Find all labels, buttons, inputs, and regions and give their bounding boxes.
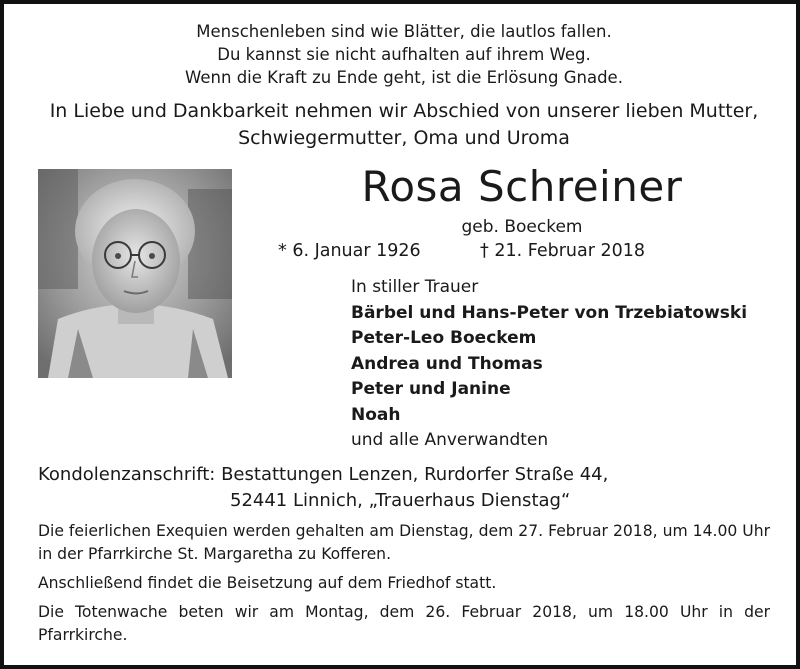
- mourner-name: Peter und Janine: [351, 379, 511, 399]
- mourner-name: Bärbel und Hans-Peter von Trzebiatowski: [351, 302, 748, 323]
- birth-date: * 6. Januar 1926: [278, 241, 421, 261]
- address-line: Kondolenzanschrift: Bestattungen Lenzen, Rurdorfer Straße 44,: [38, 464, 609, 485]
- intro-text: [4, 98, 800, 152]
- intro-line: In Liebe und Dankbarkeit nehmen wir Abschied von unserer lieben Mutter,: [49, 100, 759, 122]
- deceased-name: Rosa Schreiner: [361, 162, 683, 211]
- birth-name: geb. Boeckem: [461, 217, 583, 237]
- death-date: † 21. Februar 2018: [480, 241, 645, 261]
- condolence-address: [38, 462, 608, 514]
- mourner-name: Peter-Leo Boeckem: [351, 328, 537, 348]
- mourners-heading: In stiller Trauer: [351, 277, 479, 297]
- portrait-photo: [38, 169, 232, 378]
- burial-text: Anschließend findet die Beisetzung auf dem Friedhof statt.: [38, 574, 497, 592]
- poem-line: Menschenleben sind wie Blätter, die lautlos fallen.: [196, 22, 612, 41]
- mourners-list: [351, 275, 747, 454]
- mourners-closing: und alle Anverwandten: [351, 430, 549, 450]
- service-details: [38, 520, 770, 653]
- mourner-name: Noah: [351, 404, 401, 425]
- wake-text: Die Totenwache beten wir am Montag, dem 26. Februar 2018, um 18.00 Uhr in der Pfarrkirche.: [38, 603, 770, 644]
- poem: [4, 20, 800, 89]
- address-line: 52441 Linnich, „Trauerhaus Dienstag“: [230, 490, 571, 511]
- poem-line: Du kannst sie nicht aufhalten auf ihrem Weg.: [217, 45, 591, 64]
- mourner-name: Andrea und Thomas: [351, 353, 543, 374]
- intro-line: Schwiegermutter, Oma und Uroma: [238, 127, 570, 149]
- poem-line: Wenn die Kraft zu Ende geht, ist die Erlösung Gnade.: [185, 68, 623, 87]
- exequies-text: Die feierlichen Exequien werden gehalten am Dienstag, dem 27. Februar 2018, um 14.00 Uhr in der Pfarrkirche St. Margaretha zu Kofferen.: [38, 522, 770, 563]
